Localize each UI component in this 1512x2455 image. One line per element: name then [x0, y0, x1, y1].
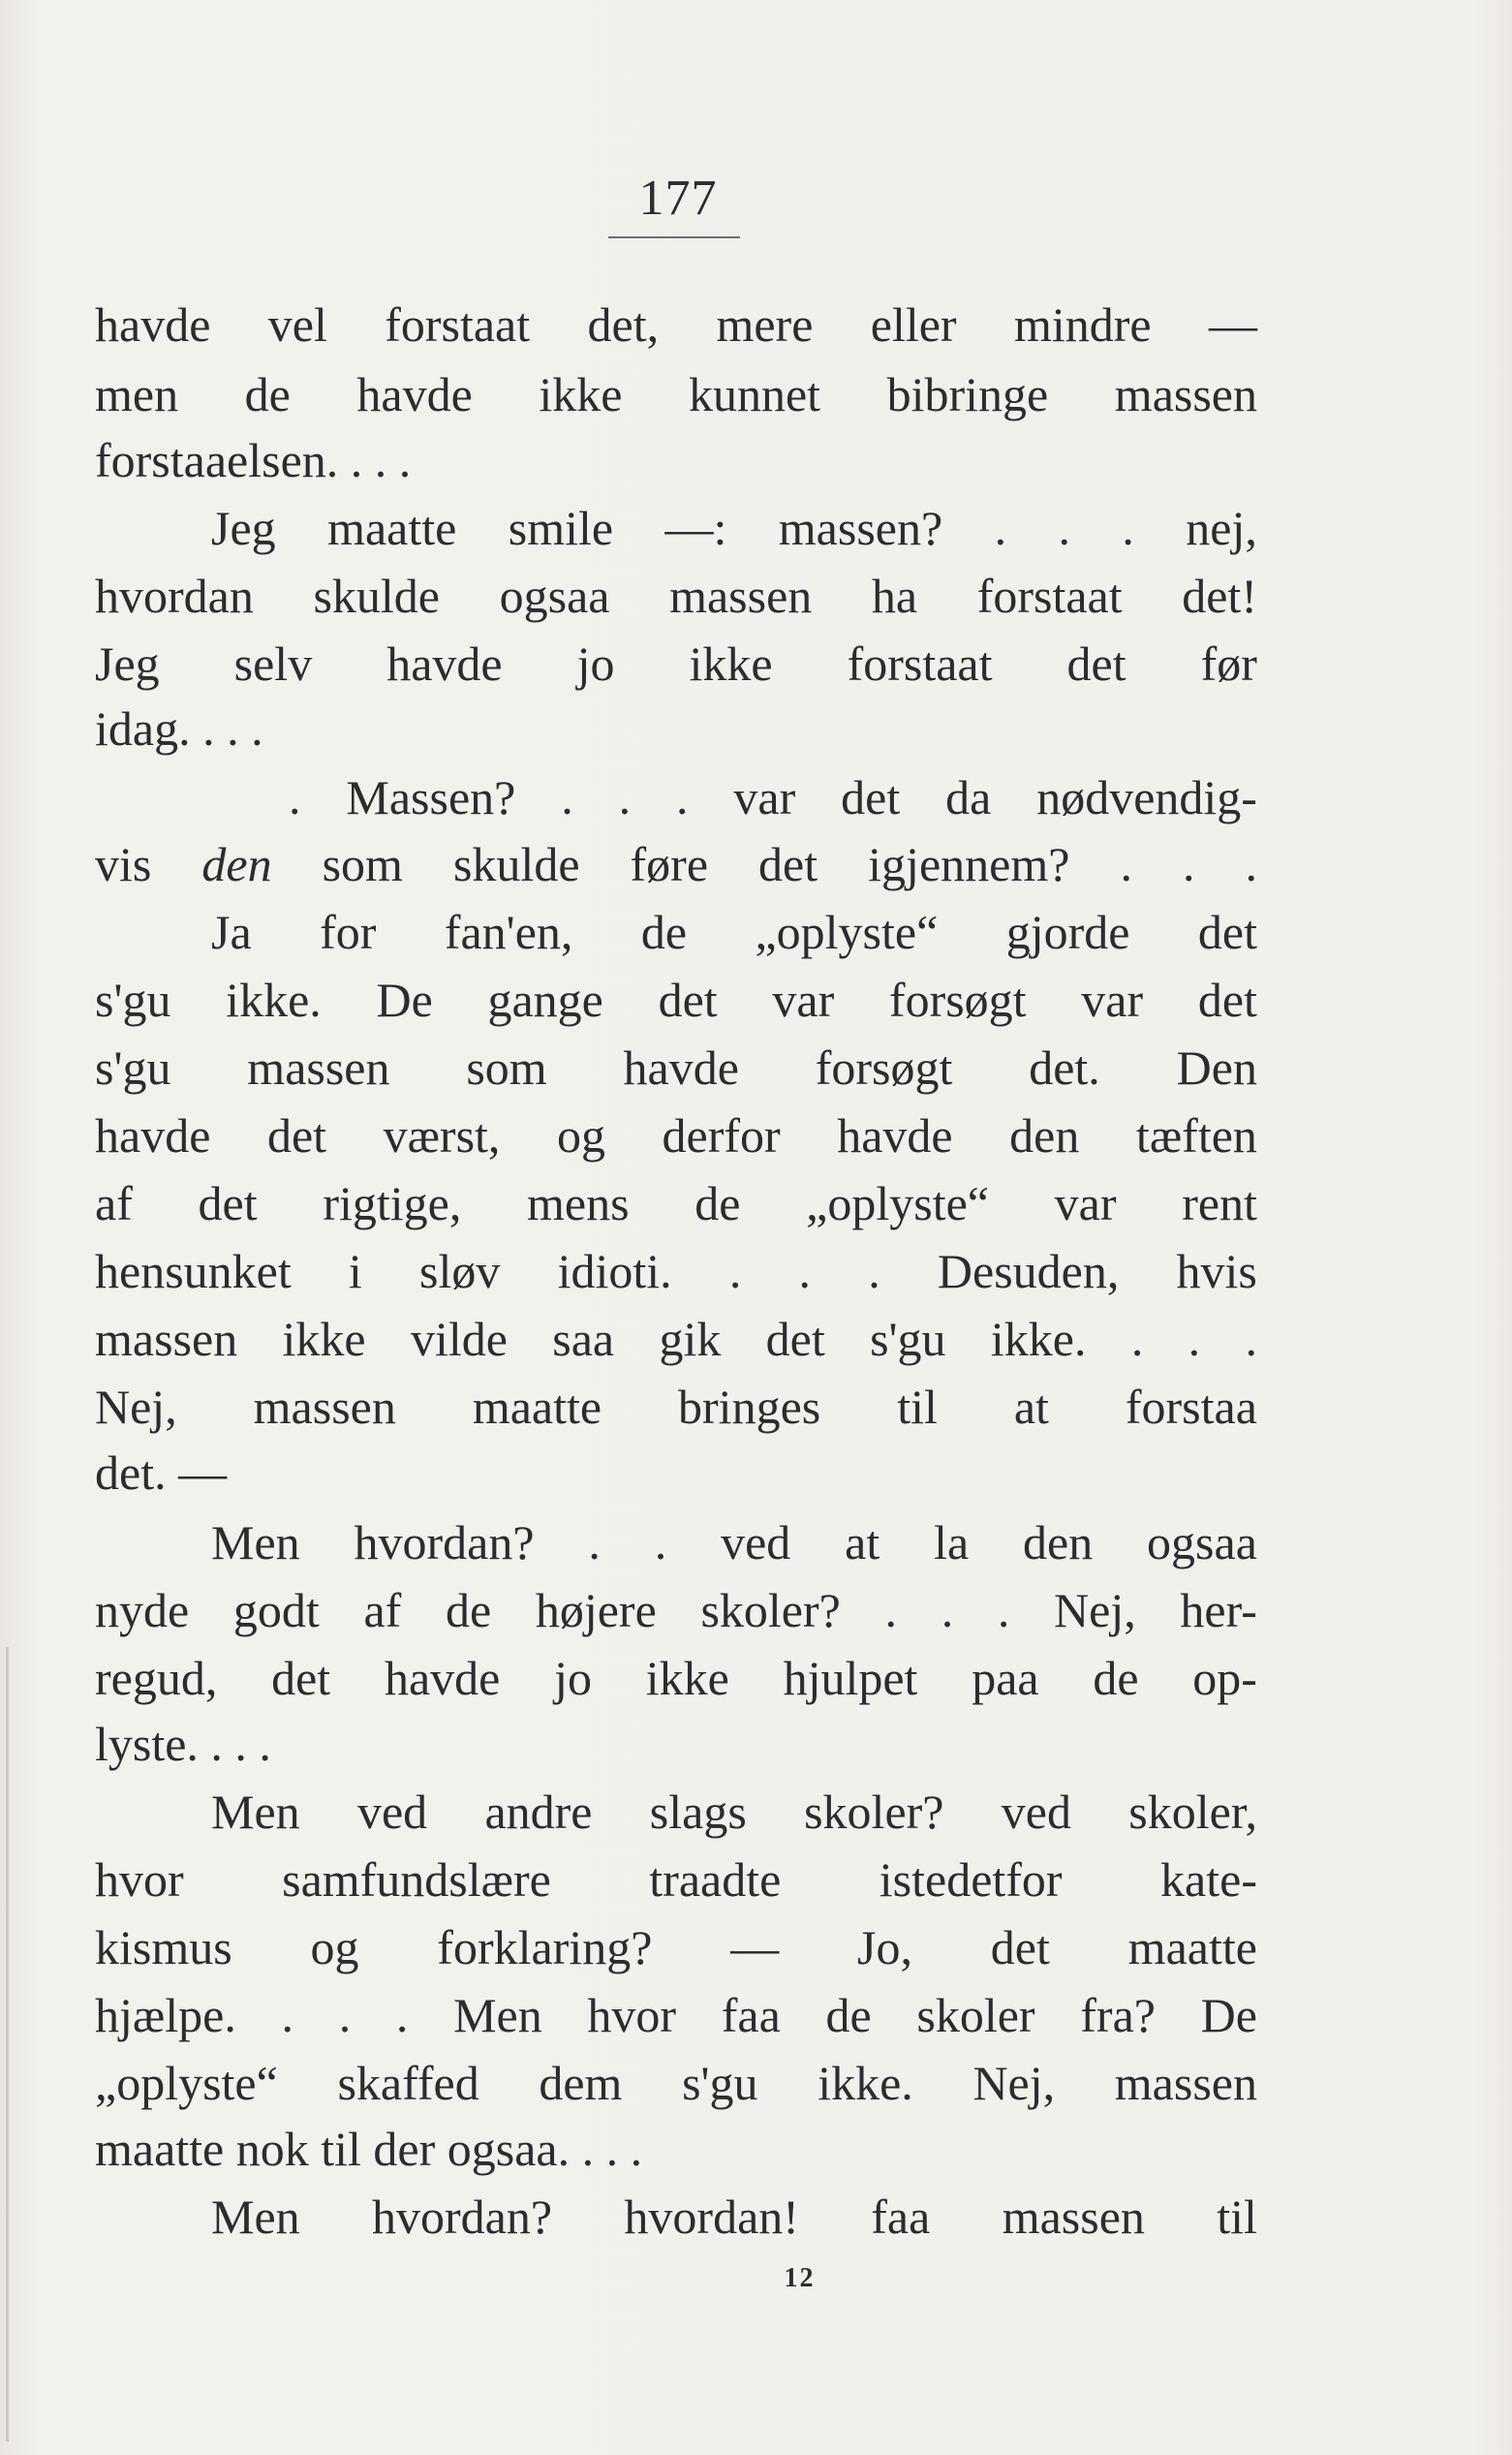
text-line: idag. . . .	[95, 701, 263, 756]
text-line: havde det værst, og derfor havde den tæften	[95, 1108, 1257, 1163]
text-line: Men ved andre slags skoler? ved skoler,	[211, 1785, 1257, 1839]
text-line: men de havde ikke kunnet bibringe massen	[95, 367, 1257, 421]
text-line: hvordan skulde ogsaa massen ha forstaat det!	[95, 569, 1257, 623]
text-line: kismus og forklaring? — Jo, det maatte	[95, 1920, 1257, 1974]
text-line: Ja for fan'en, de „oplyste“ gjorde det	[211, 905, 1257, 959]
text-line: nyde godt af de højere skoler? . . . Nej, her-	[95, 1583, 1257, 1637]
text-line: havde vel forstaat det, mere eller mindre —	[95, 297, 1257, 352]
text-line: lyste. . . .	[95, 1717, 271, 1771]
text-line: det. —	[95, 1445, 228, 1500]
text-line: regud, det havde jo ikke hjulpet paa de op-	[95, 1651, 1257, 1705]
text-line: s'gu massen som havde forsøgt det. Den	[95, 1041, 1257, 1095]
text-line: forstaaelsen. . . .	[95, 433, 412, 487]
text-line: hensunket i sløv idioti. . . . Desuden, hvis	[95, 1244, 1257, 1298]
text-line: massen ikke vilde saa gik det s'gu ikke. . . .	[95, 1312, 1257, 1366]
text-line: maatte nok til der ogsaa. . . .	[95, 2122, 643, 2176]
page-number: 177	[638, 171, 718, 226]
text-line: . Massen? . . . var det da nødvendig-	[289, 770, 1257, 824]
text-line: vis den som skulde føre det igjennem? . . .	[95, 837, 1257, 891]
text-line: hvor samfundslære traadte istedetfor kate-	[95, 1852, 1257, 1907]
text-line: Jeg maatte smile —: massen? . . . nej,	[211, 501, 1257, 555]
text-line: Nej, massen maatte bringes til at forstaa	[95, 1380, 1257, 1434]
text-line: „oplyste“ skaffed dem s'gu ikke. Nej, massen	[95, 2056, 1257, 2110]
text-line: Jeg selv havde jo ikke forstaat det før	[95, 637, 1257, 691]
signature-mark: 12	[784, 2263, 816, 2293]
page-edge-shadow	[6, 1647, 9, 2441]
text-line: af det rigtige, mens de „oplyste“ var rent	[95, 1176, 1257, 1230]
text-line: Men hvordan? . . ved at la den ogsaa	[211, 1515, 1257, 1569]
text-line: s'gu ikke. De gange det var forsøgt var det	[95, 973, 1257, 1027]
header-rule	[608, 236, 740, 238]
text-line: hjælpe. . . . Men hvor faa de skoler fra? De	[95, 1988, 1257, 2042]
text-line: Men hvordan? hvordan! faa massen til	[211, 2190, 1257, 2244]
